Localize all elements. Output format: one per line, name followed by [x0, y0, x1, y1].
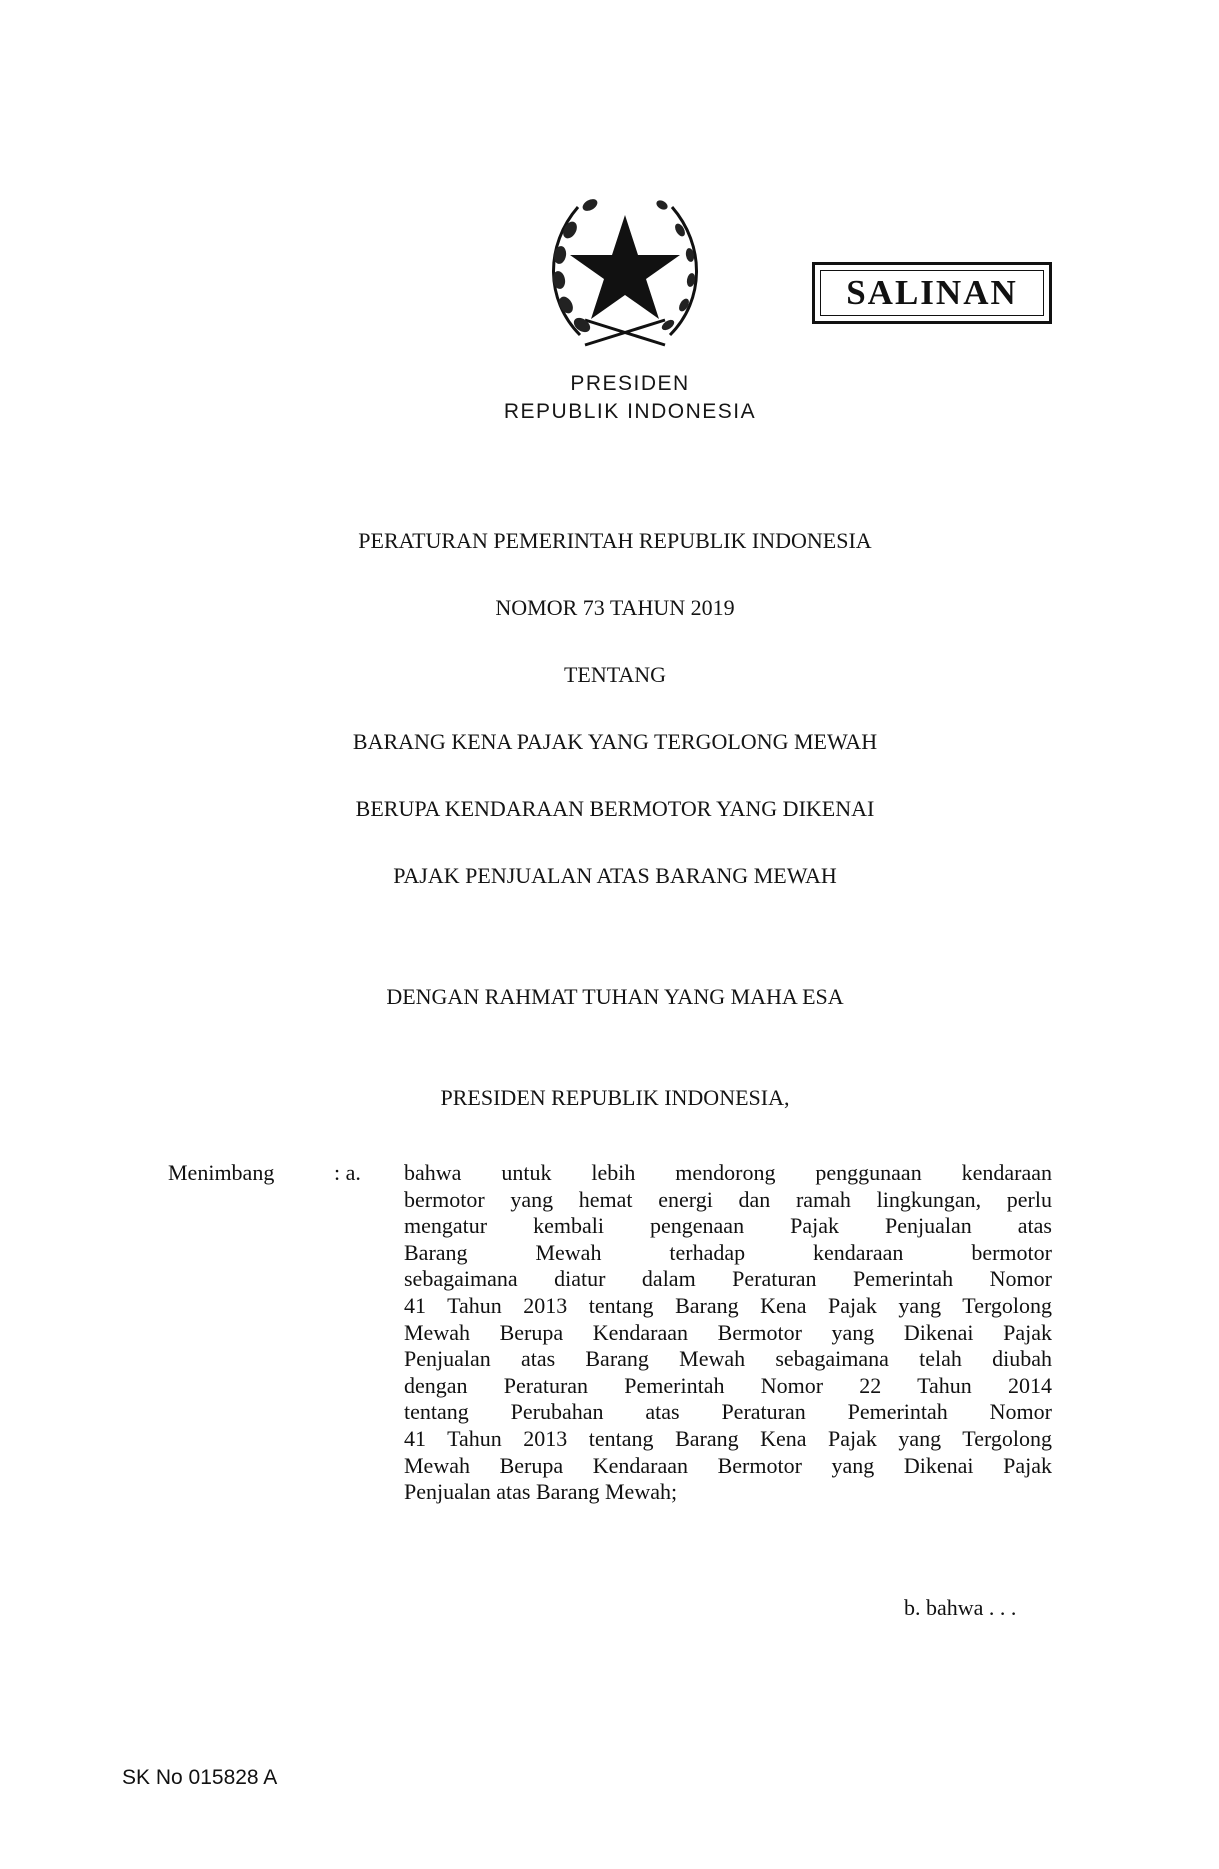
menimbang-label: Menimbang: [168, 1160, 275, 1185]
regulation-tentang: TENTANG: [563, 662, 667, 687]
continuation-marker: b. bahwa . . .: [904, 1595, 1017, 1620]
issuer: PRESIDEN REPUBLIK INDONESIA,: [440, 1085, 790, 1110]
office-line-republik: REPUBLIK INDONESIA: [503, 400, 757, 423]
regulation-subject-line-2: BERUPA KENDARAAN BERMOTOR YANG DIKENAI: [355, 796, 875, 821]
paragraph-line: mengatur kembali pengenaan Pajak Penjualan atas: [404, 1213, 1052, 1239]
paragraph-line: Penjualan atas Barang Mewah sebagaimana telah diubah: [404, 1346, 1052, 1372]
paragraph-line: Barang Mewah terhadap kendaraan bermotor: [404, 1239, 1052, 1265]
regulation-title: PERATURAN PEMERINTAH REPUBLIK INDONESIA: [358, 528, 872, 553]
paragraph-line: tentang Perubahan atas Peraturan Pemerintah Nomor: [404, 1399, 1052, 1425]
menimbang-paragraph: [404, 1160, 1052, 1506]
paragraph-line: bermotor yang hemat energi dan ramah lingkungan, perlu: [404, 1186, 1052, 1212]
paragraph-line: Penjualan atas Barang Mewah;: [404, 1479, 678, 1505]
paragraph-line: bahwa untuk lebih mendorong penggunaan kendaraan: [404, 1160, 1052, 1185]
paragraph-line: Mewah Berupa Kendaraan Bermotor yang Dikenai Pajak: [404, 1319, 1052, 1345]
regulation-subject-line-1: BARANG KENA PAJAK YANG TERGOLONG MEWAH: [352, 729, 878, 754]
paragraph-line: 41 Tahun 2013 tentang Barang Kena Pajak yang Tergolong: [404, 1425, 1052, 1451]
presidential-emblem-icon: [540, 185, 710, 355]
paragraph-line: dengan Peraturan Pemerintah Nomor 22 Tahun 2014: [404, 1372, 1052, 1398]
office-line-presiden: PRESIDEN: [570, 372, 690, 395]
paragraph-line: sebagaimana diatur dalam Peraturan Pemerintah Nomor: [404, 1266, 1052, 1292]
salinan-stamp: [812, 262, 1052, 324]
regulation-subject-line-3: PAJAK PENJUALAN ATAS BARANG MEWAH: [393, 863, 837, 888]
regulation-number: NOMOR 73 TAHUN 2019: [495, 595, 735, 620]
footer-serial-code: SK No 015828 A: [122, 1766, 278, 1789]
salinan-stamp-text: SALINAN: [846, 273, 1018, 312]
paragraph-line: 41 Tahun 2013 tentang Barang Kena Pajak yang Tergolong: [404, 1292, 1052, 1318]
invocation: DENGAN RAHMAT TUHAN YANG MAHA ESA: [386, 984, 844, 1009]
paragraph-line: Mewah Berupa Kendaraan Bermotor yang Dikenai Pajak: [404, 1452, 1052, 1478]
point-marker: : a.: [334, 1160, 361, 1185]
